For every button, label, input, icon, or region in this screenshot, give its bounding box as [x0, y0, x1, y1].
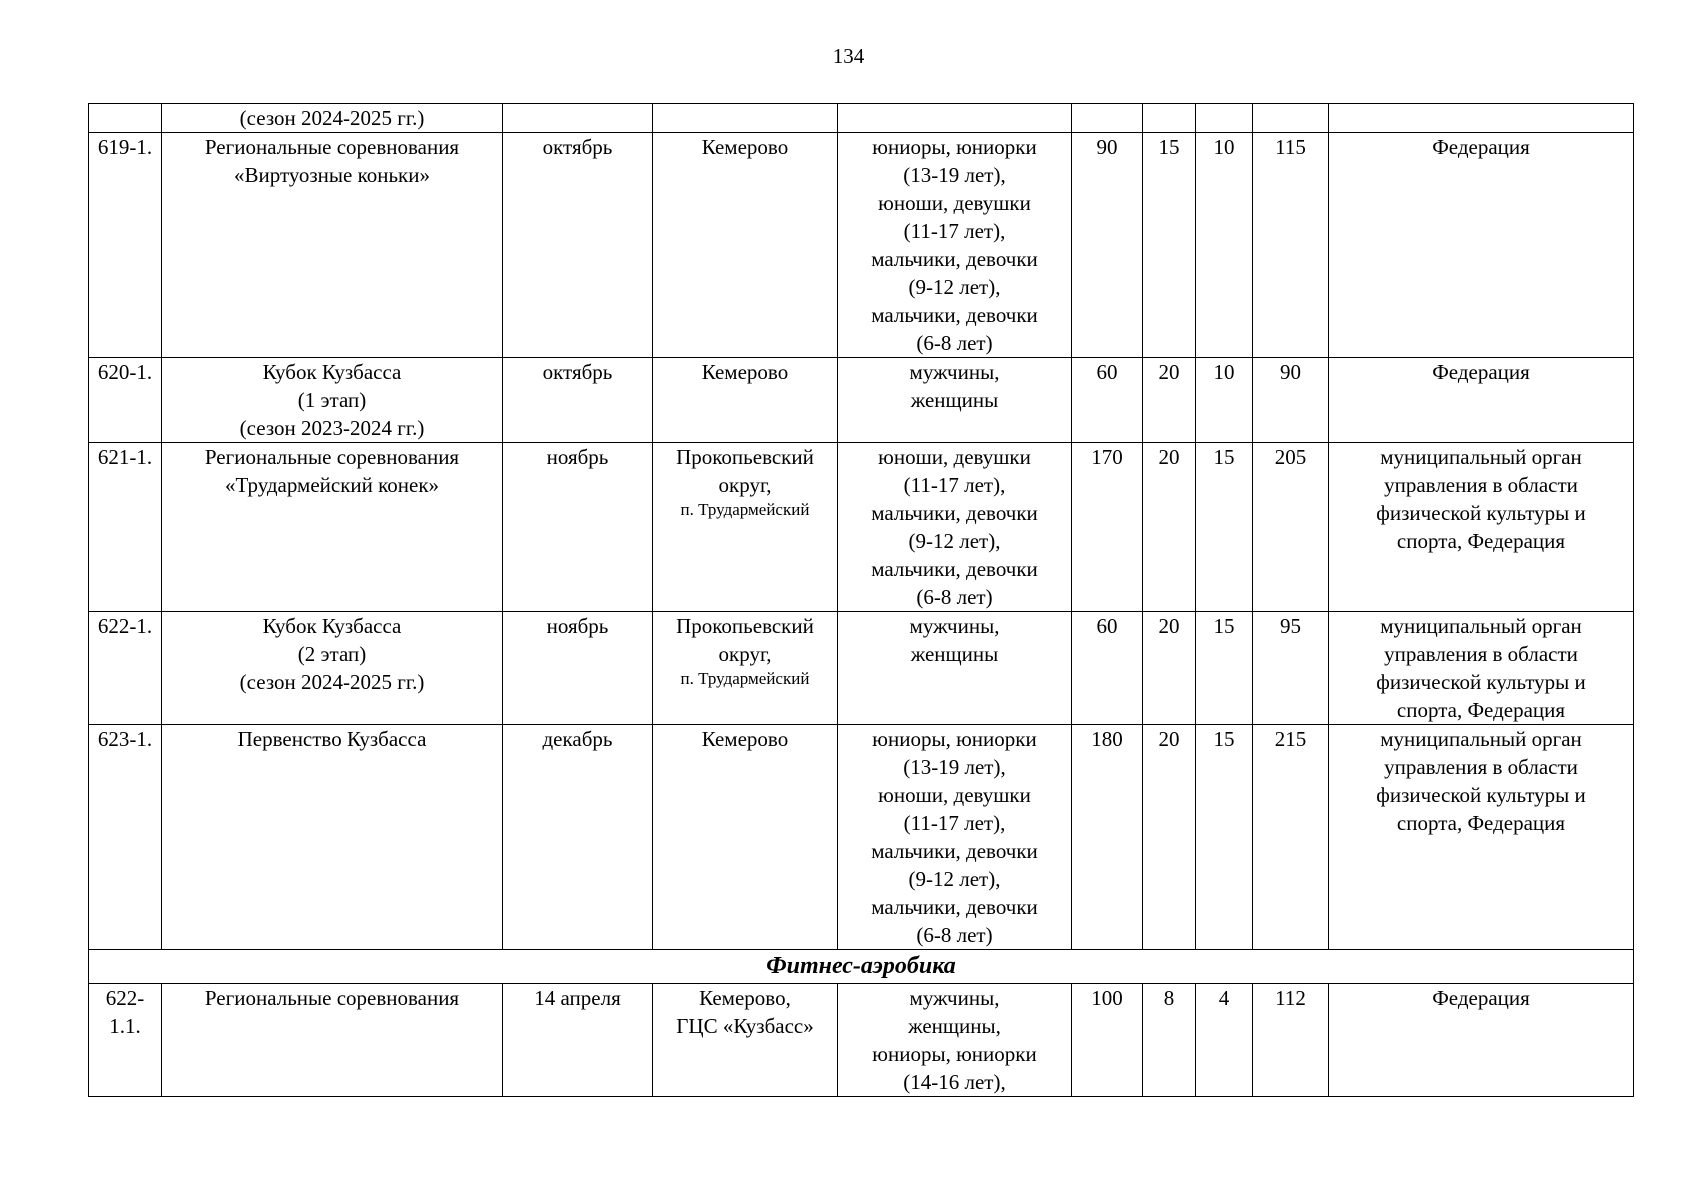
event-place: Кемерово, ГЦС «Кузбасс» — [653, 984, 838, 1097]
event-name: (сезон 2024-2025 гг.) — [162, 104, 503, 133]
organizer: Федерация — [1329, 984, 1634, 1097]
participant-category: юноши, девушки (11-17 лет), мальчики, девочки (9-12 лет), мальчики, девочки (6-8 лет) — [838, 443, 1072, 612]
row-number: 622-1. — [89, 612, 162, 725]
event-name: Первенство Кузбасса — [162, 725, 503, 950]
participant-category: юниоры, юниорки (13-19 лет), юноши, девушки (11-17 лет), мальчики, девочки (9-12 лет), мальчики, девочки (6-8 лет) — [838, 133, 1072, 358]
count-judges: 15 — [1196, 443, 1253, 612]
row-number: 623-1. — [89, 725, 162, 950]
section-body — [89, 984, 1634, 1097]
count-coaches: 20 — [1143, 612, 1196, 725]
participant-category: мужчины, женщины, юниоры, юниорки (14-16 лет), — [838, 984, 1072, 1097]
count-coaches: 20 — [1143, 358, 1196, 443]
event-place: Прокопьевский округ, п. Трудармейский — [653, 443, 838, 612]
count-athletes: 90 — [1072, 133, 1143, 358]
event-place: Кемерово — [653, 358, 838, 443]
event-name: Региональные соревнования «Трудармейский конек» — [162, 443, 503, 612]
row-number — [89, 104, 162, 133]
event-date: декабрь — [503, 725, 653, 950]
event-name: Региональные соревнования «Виртуозные коньки» — [162, 133, 503, 358]
event-name: Кубок Кузбасса (1 этап) (сезон 2023-2024 гг.) — [162, 358, 503, 443]
count-judges: 10 — [1196, 358, 1253, 443]
organizer — [1329, 104, 1634, 133]
count-total: 95 — [1253, 612, 1329, 725]
event-date: октябрь — [503, 133, 653, 358]
count-coaches: 8 — [1143, 984, 1196, 1097]
organizer: муниципальный орган управления в области физической культуры и спорта, Федерация — [1329, 443, 1634, 612]
count-athletes: 60 — [1072, 612, 1143, 725]
count-athletes — [1072, 104, 1143, 133]
count-coaches: 20 — [1143, 725, 1196, 950]
event-date: ноябрь — [503, 443, 653, 612]
participant-category: мужчины, женщины — [838, 612, 1072, 725]
count-coaches: 20 — [1143, 443, 1196, 612]
participant-category: мужчины, женщины — [838, 358, 1072, 443]
table-row — [89, 133, 1634, 358]
event-name: Кубок Кузбасса (2 этап) (сезон 2024-2025 гг.) — [162, 612, 503, 725]
count-total: 205 — [1253, 443, 1329, 612]
count-total — [1253, 104, 1329, 133]
table-row — [89, 443, 1634, 612]
table-body — [89, 104, 1634, 950]
participant-category: юниоры, юниорки (13-19 лет), юноши, девушки (11-17 лет), мальчики, девочки (9-12 лет), мальчики, девочки (6-8 лет) — [838, 725, 1072, 950]
count-athletes: 60 — [1072, 358, 1143, 443]
event-place — [653, 104, 838, 133]
event-place-detail: п. Трудармейский — [680, 500, 810, 519]
count-judges: 15 — [1196, 725, 1253, 950]
count-judges: 15 — [1196, 612, 1253, 725]
count-total: 90 — [1253, 358, 1329, 443]
event-name: Региональные соревнования — [162, 984, 503, 1097]
count-total: 215 — [1253, 725, 1329, 950]
section-title: Фитнес-аэробика — [89, 950, 1634, 984]
count-judges: 4 — [1196, 984, 1253, 1097]
event-date: ноябрь — [503, 612, 653, 725]
organizer: Федерация — [1329, 133, 1634, 358]
event-place: Кемерово — [653, 133, 838, 358]
count-athletes: 100 — [1072, 984, 1143, 1097]
count-total: 115 — [1253, 133, 1329, 358]
event-date: 14 апреля — [503, 984, 653, 1097]
event-place: Прокопьевский округ, п. Трудармейский — [653, 612, 838, 725]
event-place: Кемерово — [653, 725, 838, 950]
row-number: 619-1. — [89, 133, 162, 358]
count-judges — [1196, 104, 1253, 133]
count-athletes: 170 — [1072, 443, 1143, 612]
organizer: муниципальный орган управления в области физической культуры и спорта, Федерация — [1329, 725, 1634, 950]
organizer: муниципальный орган управления в области физической культуры и спорта, Федерация — [1329, 612, 1634, 725]
table-row — [89, 104, 1634, 133]
count-coaches — [1143, 104, 1196, 133]
row-number: 621-1. — [89, 443, 162, 612]
events-table — [88, 103, 1634, 1097]
count-athletes: 180 — [1072, 725, 1143, 950]
table-row — [89, 984, 1634, 1097]
event-date: октябрь — [503, 358, 653, 443]
section-row — [89, 950, 1634, 984]
table-row — [89, 358, 1634, 443]
page-number: 134 — [832, 44, 865, 68]
organizer: Федерация — [1329, 358, 1634, 443]
count-coaches: 15 — [1143, 133, 1196, 358]
participant-category — [838, 104, 1072, 133]
event-date — [503, 104, 653, 133]
table-row — [89, 612, 1634, 725]
row-number: 620-1. — [89, 358, 162, 443]
table-row — [89, 725, 1634, 950]
count-judges: 10 — [1196, 133, 1253, 358]
event-place-detail: п. Трудармейский — [680, 669, 810, 688]
count-total: 112 — [1253, 984, 1329, 1097]
row-number: 622- 1.1. — [89, 984, 162, 1097]
